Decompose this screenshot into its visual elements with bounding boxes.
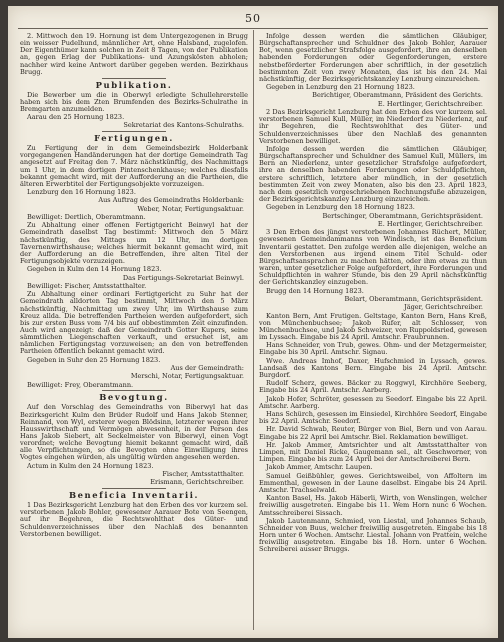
column-divider (253, 30, 254, 630)
notice-paragraph: Gegeben in Lenzburg den 21 Hornung 1823. (266, 83, 415, 92)
notice-paragraph: Zu Abhaltung einer offenen Fertigtgericht Beinwyl hat der Gemeindrath daselbst Tag bestimmt: Mittwoch den 5 März nächstkünftig, des Mittags um 12 Uhr, im dortigen Tavernenwirthshause; welches hiermit bekannt gemacht wird, mit der Aufforderung an die Betreffenden, ihre alten Titel der Fertigungsobjekte vorzuzeigen. (20, 221, 248, 266)
notice-paragraph: Zu Abhaltung einer ordinari Fertigtgericht zu Suhr hat der Gemeindrath alldorten Tag bestimmt, Mittwoch den 5 März nächstkünftig, Nachmittag um zwey Uhr, im Wirthshause zum Kreuz allda. Die betreffenden Partheien werden aufgefordert, sich bis zur ersten Buss vom 7/4 bis auf obbestimmten Zeit einzufinden. Auch wird angezeigt: daß der Gemeindrath Gotter Kupers, seine sämmtlichen Liegenschaften verkauft, und ersuchet ist, am nämlichen Fertigungstag vorzuweisen; an den von betreffenden Partheien öffentlich bekannt gemacht wird. (20, 290, 248, 356)
signature-line: Berichtiger, Oberamtmann, Präsident des Gerichts. (312, 91, 483, 100)
notice-paragraph: Lenzburg den 16 Hornung 1823. (27, 188, 136, 197)
signature-line: Aus der Gemeindrath: (170, 363, 244, 372)
notice-paragraph: Samuel Geißbühler, gewes. Gerichtsweibel, von Affoltern im Emmenthal, gewesen in der Laune daselbst. Eingabe bis 24 April. Amtschr. Trachselwald. (259, 471, 487, 494)
notice-paragraph: Infolge dessen werden die sämtlichen Gläubiger, Bürgschaftansprecher und Schuldner des Samuel Kull, Müllers, im Bern an Niederlenz, unter gesetzlicher Strafsfolge aufgefordert, ihre an denselben habenden Forderungen oder Schuldpflichten, erstere schriftlich, letztere aber mündlich, in der gesetzlich bestimmten Zeit von zwey Monaten, also bis den 23. April 1823, nach dem gesetzlich vorgeschriebenen Rechnungsfuße abzuzeigen, der Bezirksgerichtskanzley Lenzburg einzureichen. (259, 145, 487, 204)
newspaper-page (8, 6, 498, 638)
notice-paragraph: Infolge dessen werden die sämtlichen Gläubiger, Bürgschaftansprecher und Schuldner des Jakob Bohler, Aarauer Bot, wenn gesetzlicher Strafsfolge ausgefordert, ihre an denselben habenden Forderungen oder Gegenforderungen, erstere nebstbeförderter Forderungen aber schriftlich, in der gesetzlich bestimmten Zeit von zwey Monaten, das ist bis den 24. Mai nächstkünftig, der Bezirksgerichtskanzley Lenzburg einzureichen. (259, 32, 487, 83)
signature-line: Das Fertigungs-Sekretariat Beinwyl. (122, 273, 244, 282)
section-heading: Beneficia Inventarii. (68, 490, 200, 501)
section-heading: Fertigungen. (94, 133, 174, 144)
signature-line: E. Hertlinger, Gerichtschreiber. (377, 219, 483, 228)
section-rule (102, 390, 166, 391)
signature-line: Bertschinger, Oberamtmann, Gerichtspräsident. (322, 211, 483, 220)
notice-paragraph: Hans Schürch, gesessen im Einsiedel, Kirchhöre Seedorf, Eingabe bis 22 April. Amtschr. Seedorf. (259, 410, 487, 426)
notice-paragraph: Gegeben in Lenzburg den 18 Hornung 1823. (266, 203, 415, 212)
signature-line: Jäger, Gerichtschreiber. (404, 303, 483, 312)
notice-paragraph: Rudolf Scherz, gewes. Bäcker zu Roggwyl, Kirchhöre Seeberg, Eingabe bis 24 April. Amtschr. Aarberg. (259, 379, 487, 395)
notice-paragraph: Jakob Ammer, Amtschr. Laupen. (266, 463, 373, 472)
section-rule (102, 131, 166, 132)
notice-paragraph: Hr. Jakob Ammer, Amtsrichter und alt Amtsstatthalter von Limpen, mit Daniel Ricke, Gaugemann sel., alt Geschworner, von Limpen. Eingabe bis zum 24 April bei der Amtschreiberei Bern. (259, 440, 487, 464)
notice-paragraph: 2 Das Bezirksgericht Lenzburg hat den Erben des vor kurzem sel. verstorbenen Samuel Kull, Müller, im Niederdorf zu Niederlenz, auf ihr Begehren, die Rechtswohlthat des Güter- und Schuldenverzeichnisses über den Nachlaß des genannten Verstorbenen bewilliget. (259, 108, 487, 145)
notice-paragraph: Gegeben in Suhr den 25 Hornung 1823. (27, 355, 161, 364)
notice-paragraph: Jakob Lautenmann, Schmied, von Liestal, und Johannes Schaub, Schneider von Buus, welcher freiwillig ausgetreten. Eingabe bis 18 Horn unter 6 Wochen. Amtschr. Liestal. Johann von Prattein, welche freiwillig ausgetreten. Eingabe bis 18. Horn. unter 6 Wochen. Schreiberei ausser Bruggs. (259, 516, 487, 554)
notice-paragraph: Kanton Basel, Hs. Jakob Häberli, Wirth, von Wenslingen, welcher freiwillig ausgetreten. Eingabe bis 11. Wem Horn nunc 6 Wochen. Amtsschreiberei Sissach. (259, 494, 487, 517)
notice-paragraph: Bewilliget: Fischer, Amtsstatthalter. (27, 281, 147, 290)
notice-paragraph: Aarau den 25 Hornung 1823. (27, 113, 125, 122)
left-column (20, 33, 248, 539)
notice-paragraph: Hr. David Schwab, Reuter, Bürger von Biel, Bern und von Aarau. Eingabe bis 22 April bei Amtschr. Biel. Reklamation bewilliget. (259, 425, 487, 441)
section-rule (102, 488, 166, 489)
right-column (259, 33, 487, 555)
signature-line: Fischer, Amtsstatthalter. (162, 469, 244, 478)
page-number: 50 (245, 12, 261, 25)
notice-paragraph: Auf den Vorschlag des Gemeindraths von Biberwyl hat das Bezirksgericht Kulm den Brüder Rudolf und Hans Jakob Stenner, Reinnand, von Wyl, ersterer wegen Blödsinn, letzterer wegen ihrer Hausswirthschaft und Vermögen abwesenheit, in der Person des Hans Jakob Siebert, alt Seckelmeister von Biberwyl, einen Vogt verordnet; welche Bevogtung hiemit bekannt gemacht wird, daß alle Verpflichtungen, so die Bevogten ohne Einwilligung ihres Vogtes eingehen würden, als ungültig würden angesehen werden. (20, 403, 248, 462)
notice-paragraph: 3 Den Erben des jüngst verstorbenen Johannes Rüchert, Müller, gewesenen Gemeindammanns von Windisch, ist das Beneficium Inventarii gestattet. Den zufolge werden alle diejenigen, welche an den Verstorbenen aus irgend einem Titel Schuld- oder Bürgschaftsansprachen zu machen hätten, oder ihm etwas zu thun waren, unter gesetzlicher Folge aufgefordert, ihre Forderungen und Schuldpflichten in wahrer Stunde, bis den 29 April nächstkünftig der Gerichtskanzley einzugeben. (259, 228, 487, 287)
notice-paragraph: Zu Fertigung der in dem Gemeindsbezirk Holderbank vorgegangenen Handänderungen hat der dortige Gemeindrath Tag angesetzt auf Freitag den 7. März nächstkünftig, des Nachmittags um 1 Uhr, in dem dortigen Pintenschenkhause; welches diesfalls bekannt gemacht wird, mit der Aufforderung an die Partheien, die älteren Erwerbtitel der Fertigungsobjekte vorzuzeigen. (20, 144, 248, 188)
notice-paragraph: Actum in Kulm den 24 Hornung 1823. (27, 461, 154, 470)
notice-paragraph: Bewilliget: Frey, Oberamtmann. (27, 380, 134, 389)
section-heading: Bevogtung. (99, 392, 169, 403)
signature-line: Sekretariat des Kantons-Schulraths. (123, 121, 244, 130)
signature-line: E. Hertlinger, Gerichtschreiber. (377, 99, 483, 108)
notice-paragraph: Gegeben in Kulm den 14 Hornung 1823. (27, 265, 162, 274)
notice-paragraph: 2. Mittwoch den 19. Hornung ist dem Untergezogenen in Brugg ein weisser Pudelhund, männlicher Art, ohne Halsband, zugelofen. Der Eigenthümer kann solchen in Zeit 8 Tagen, von der Publikation an, gegen Erlag der Publikations- und Azungskösten abholen; nachher wird keine Antwort darüber gegeben werden. Bezirkhaus Brugg. (20, 32, 248, 76)
signature-line: Erismann, Gerichtschreiber. (150, 478, 244, 487)
signature-line: Merschi, Notar, Fertigungsaktuar. (130, 372, 244, 381)
notice-paragraph: Hans Schneider, von Trub, gewes. Ohm- und der Metzgermeister, Eingabe bis 30 April. Amtschr. Signau. (259, 341, 487, 357)
header-rule (18, 28, 488, 29)
notice-paragraph: Bewilliget: Dertlich, Oberamtmann. (27, 213, 146, 222)
notice-paragraph: Die Bewerber um die in Oberwyl erledigte Schullehrerstelle haben sich bis dem Zten Brumfenden des Bezirks-Schulrathe in Bremgarten anzumelden. (20, 90, 248, 113)
notice-paragraph: Jakob Hofer, Schröter, gesessen zu Seedorf. Eingabe bis 22 April. Amtschr. Aarberg. (259, 394, 487, 410)
signature-line: Aus Auftrag des Gemeindraths Holderbank: (98, 196, 244, 205)
notice-paragraph: Kanton Bern, Amt Frutigen. Geltstage, Kanton Bern, Hans Kreß, von Münchenbuchsee; Jakob Rufer, alt Schlosser, von Münchenbuchsee, und Jakob Schweizer, von Ruppoldsried, gewesen im Lyssach. Eingabe bis 24 April. Amtschr. Fraubrunnen. (259, 311, 487, 342)
section-heading: Publikation. (95, 79, 173, 90)
signature-line: Weber, Notar, Fertigungsaktuar. (137, 204, 244, 213)
notice-paragraph: Brugg den 14 Hornung 1823. (266, 286, 364, 295)
section-rule (102, 78, 166, 79)
signature-line: Belart, Oberamtmann, Gerichtspräsident. (344, 294, 483, 303)
notice-paragraph: 1 Das Bezirksgericht Lenzburg hat den Erben des vor kurzem sel. verstorbenen Jakob Bohler, gewesener Aarauer Bote von Seengen, auf ihr Begehren, die Rechtswohlthat des Güter- und Schuldenverzeichnisses über den Nachlaß des benannten Verstorbenen bewilliget. (20, 501, 248, 538)
notice-paragraph: Wwe. Andreas Imhof, Daxer, Hufschmied in Lyssach, gewes. Landsaß des Kantons Bern. Eingabe bis 24 April. Amtschr. Burgdorf. (259, 356, 487, 379)
